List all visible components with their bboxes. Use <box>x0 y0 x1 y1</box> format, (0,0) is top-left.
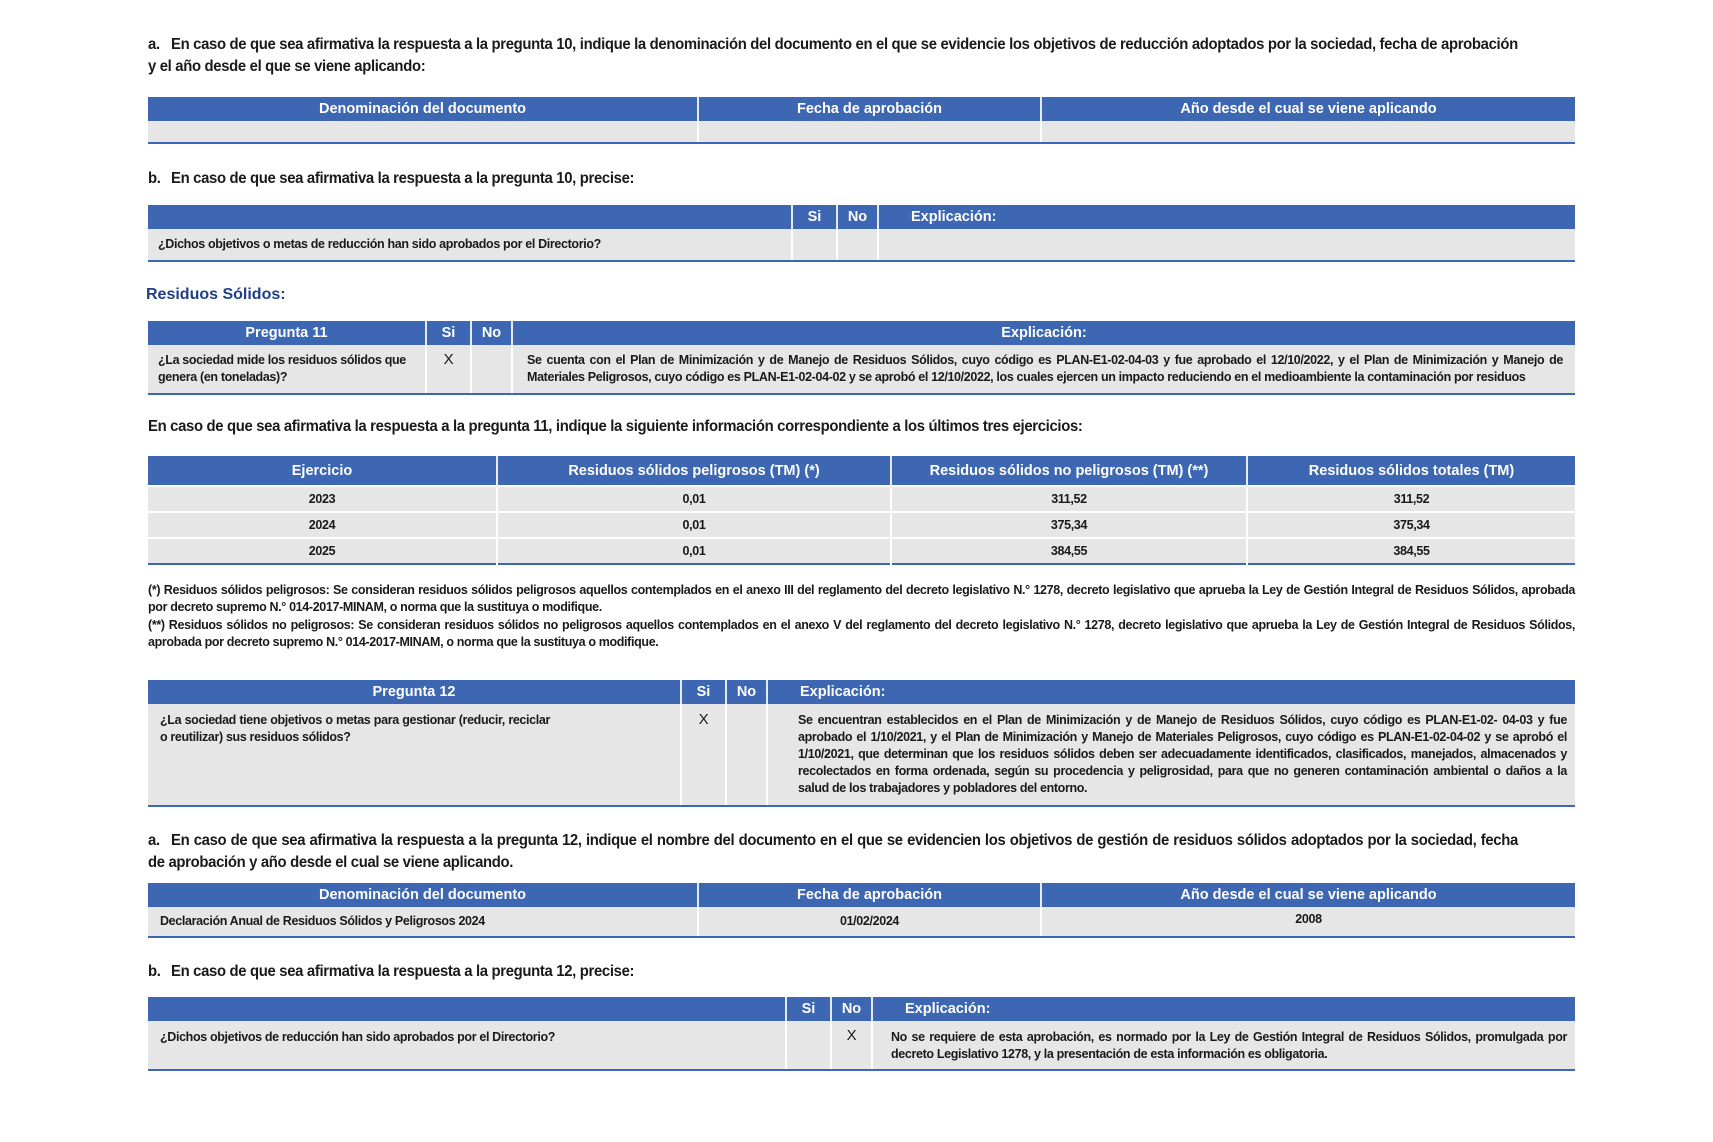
q11-data-table <box>148 456 1575 565</box>
table-cell: 2024 <box>148 512 497 538</box>
table-row <box>148 121 1575 143</box>
item-marker: a. <box>148 36 160 53</box>
column-header-no: No <box>726 680 767 704</box>
column-header <box>148 997 786 1021</box>
table-cell: 2025 <box>148 538 497 564</box>
si-cell <box>792 229 837 261</box>
table-cell: 0,01 <box>497 486 891 512</box>
column-header: Fecha de aprobación <box>698 97 1041 121</box>
table-cell: 384,55 <box>1247 538 1575 564</box>
column-header-si: Si <box>792 205 837 229</box>
no-cell <box>837 229 878 261</box>
question-cell: ¿Dichos objetivos o metas de reducción han sido aprobados por el Directorio? <box>148 229 792 261</box>
table-header-row <box>148 680 1575 704</box>
column-header-explicacion: Explicación: <box>872 997 1575 1021</box>
table-row <box>148 907 1575 937</box>
question-10a <box>148 34 1518 78</box>
q12a-table <box>148 883 1575 938</box>
column-header-si: Si <box>786 997 831 1021</box>
document-name-cell: Declaración Anual de Residuos Sólidos y Peligrosos 2024 <box>148 907 698 937</box>
item-marker: b. <box>148 170 161 187</box>
column-header-no: No <box>471 321 512 345</box>
no-cell <box>471 345 512 394</box>
table-header-row <box>148 456 1575 486</box>
q12b-table <box>148 997 1575 1071</box>
no-cell: X <box>831 1021 872 1070</box>
column-header: Residuos sólidos totales (TM) <box>1247 456 1575 486</box>
table-cell: 384,55 <box>891 538 1247 564</box>
column-header <box>148 205 792 229</box>
item-marker: a. <box>148 832 160 849</box>
q11-table <box>148 321 1575 395</box>
explanation-cell <box>878 229 1575 261</box>
column-header-pregunta: Pregunta 11 <box>148 321 426 345</box>
q12-table <box>148 680 1575 807</box>
table-row <box>148 704 1575 806</box>
table-header-row <box>148 321 1575 345</box>
table-row <box>148 538 1575 564</box>
no-cell <box>726 704 767 806</box>
table-header-row <box>148 883 1575 907</box>
table-row <box>148 229 1575 261</box>
table-cell <box>698 121 1041 143</box>
table-cell: 311,52 <box>1247 486 1575 512</box>
question-12a <box>148 830 1518 874</box>
column-header: Denominación del documento <box>148 883 698 907</box>
table-row <box>148 345 1575 394</box>
table-row <box>148 1021 1575 1070</box>
table-cell: 375,34 <box>891 512 1247 538</box>
column-header-no: No <box>837 205 878 229</box>
si-cell: X <box>681 704 726 806</box>
si-cell: X <box>426 345 471 394</box>
question-text: En caso de que sea afirmativa la respuesta a la pregunta 12, indique el nombre del documento en el que se evidencien los objetivos de gestión de residuos sólidos adoptados por la sociedad, fecha de aprobación y año desde el cual se viene aplicando. <box>148 832 1518 871</box>
column-header-si: Si <box>426 321 471 345</box>
column-header-explicacion: Explicación: <box>878 205 1575 229</box>
table-row <box>148 486 1575 512</box>
si-cell <box>786 1021 831 1070</box>
question-11-followup <box>148 416 1518 438</box>
question-text: En caso de que sea afirmativa la respuesta a la pregunta 10, indique la denominación del documento en el que se evidencie los objetivos de reducción adoptados por la sociedad, fecha de aprobación y el año desde el que se viene aplicando: <box>148 36 1518 75</box>
question-cell: ¿La sociedad tiene objetivos o metas para gestionar (reducir, reciclar o reutilizar) sus residuos sólidos? <box>148 704 681 806</box>
q10b-table <box>148 205 1575 262</box>
column-header: Residuos sólidos peligrosos (TM) (*) <box>497 456 891 486</box>
question-cell: ¿La sociedad mide los residuos sólidos que genera (en toneladas)? <box>148 345 426 394</box>
table-cell: 375,34 <box>1247 512 1575 538</box>
table-cell: 0,01 <box>497 538 891 564</box>
question-cell: ¿Dichos objetivos de reducción han sido aprobados por el Directorio? <box>148 1021 786 1070</box>
table-cell <box>148 121 698 143</box>
q10a-table <box>148 97 1575 144</box>
item-marker: b. <box>148 963 161 980</box>
column-header-explicacion: Explicación: <box>512 321 1575 345</box>
table-header-row <box>148 205 1575 229</box>
column-header-si: Si <box>681 680 726 704</box>
question-10b <box>148 168 1518 190</box>
table-header-row <box>148 997 1575 1021</box>
start-year-cell: 2008 <box>1041 907 1575 937</box>
column-header: Ejercicio <box>148 456 497 486</box>
table-cell <box>1041 121 1575 143</box>
footnote-no-peligrosos: (**) Residuos sólidos no peligrosos: Se consideran residuos sólidos no peligrosos aquellos contemplados en el anexo V del reglamento del decreto legislativo N.° 1278, decreto legislativo que aprueba la Ley de Gestión Integral de Residuos Sólidos, aprobada por decreto supremo N.° 014-2017-MINAM, o norma que la sustituya o modifique. <box>148 618 1575 649</box>
explanation-cell: Se encuentran establecidos en el Plan de Minimización y de Manejo de Residuos Sólidos, cuyo código es PLAN-E1-02- 04-03 y fue aprobado el 1/10/2021, y el Plan de Minimización y Manejo de Materiales Peligrosos, cuyo código es PLAN-E1-02-04-02 y se aprobó el 1/10/2021, que determinan que los residuos sólidos deben ser adecuadamente identificados, clasificados, manejados, almacenados y recolectados en forma ordenada, según su procedencia y peligrosidad, para que no generen contaminación ambiental o daños a la salud de los trabajadores y pobladores del entorno. <box>767 704 1575 806</box>
column-header: Año desde el cual se viene aplicando <box>1041 97 1575 121</box>
question-text: En caso de que sea afirmativa la respuesta a la pregunta 12, precise: <box>171 963 635 980</box>
explanation-cell: Se cuenta con el Plan de Minimización y de Manejo de Residuos Sólidos, cuyo código es PLAN-E1-02-04-03 y fue aprobado el 12/10/2022, y el Plan de Minimización y Manejo de Materiales Peligrosos, cuyo código es PLAN-E1-02-04-02 y se aprobó el 12/10/2022, los cuales ejercen un impacto reduciendo en el medioambiente la contaminación por residuos <box>512 345 1575 394</box>
explanation-cell: No se requiere de esta aprobación, es normado por la Ley de Gestión Integral de Residuos Sólidos, promulgada por decreto Legislativo 1278, y la presentación de esta información es obligatoria. <box>872 1021 1575 1070</box>
footnote-peligrosos: (*) Residuos sólidos peligrosos: Se consideran residuos sólidos peligrosos aquellos contemplados en el anexo III del reglamento del decreto legislativo N.° 1278, decreto legislativo que aprueba la Ley de Gestión Integral de Residuos Sólidos, aprobada por decreto supremo N.° 014-2017-MINAM, o norma que la sustituya o modifique. <box>148 583 1575 614</box>
column-header: Residuos sólidos no peligrosos (TM) (**) <box>891 456 1247 486</box>
column-header: Año desde el cual se viene aplicando <box>1041 883 1575 907</box>
column-header-pregunta: Pregunta 12 <box>148 680 681 704</box>
question-text: En caso de que sea afirmativa la respuesta a la pregunta 10, precise: <box>171 170 635 187</box>
question-12b <box>148 961 1518 983</box>
column-header-no: No <box>831 997 872 1021</box>
table-cell: 2023 <box>148 486 497 512</box>
column-header-explicacion: Explicación: <box>767 680 1575 704</box>
table-cell: 0,01 <box>497 512 891 538</box>
table-header-row <box>148 97 1575 121</box>
question-text: En caso de que sea afirmativa la respuesta a la pregunta 11, indique la siguiente información correspondiente a los últimos tres ejercicios: <box>148 418 1083 435</box>
approval-date-cell: 01/02/2024 <box>698 907 1041 937</box>
table-row <box>148 512 1575 538</box>
column-header: Fecha de aprobación <box>698 883 1041 907</box>
column-header: Denominación del documento <box>148 97 698 121</box>
table-cell: 311,52 <box>891 486 1247 512</box>
section-title: Residuos Sólidos: <box>146 286 286 303</box>
